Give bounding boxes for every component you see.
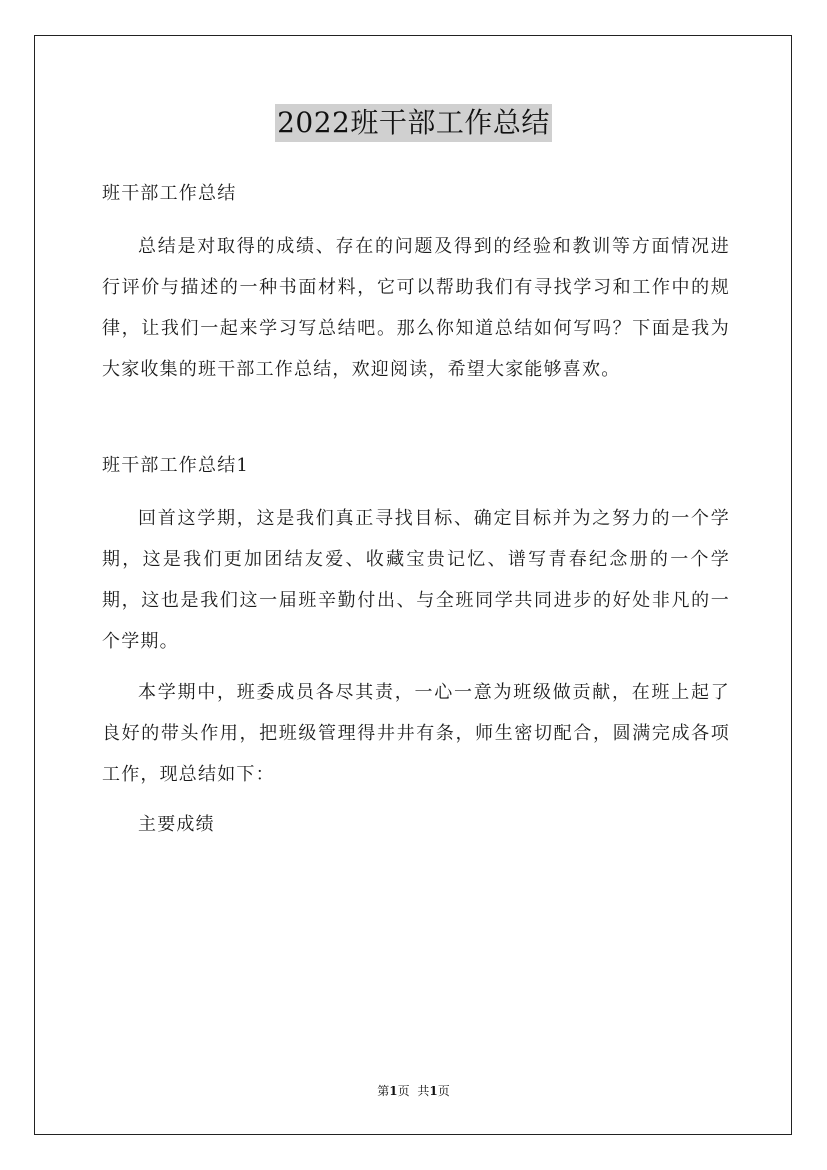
page-label-suffix: 页 [397,1084,410,1098]
document-title: 2022班干部工作总结 [275,104,552,142]
section1-paragraph-1: 回首这学期，这是我们真正寻找目标、确定目标并为之努力的一个学期，这是我们更加团结友爱、收藏宝贵记忆、谱写青春纪念册的一个学期，这也是我们这一届班辛勤付出、与全班同学共同进步的好处非凡的一个学期。 [102,508,730,652]
intro-paragraph: 总结是对取得的成绩、存在的问题及得到的经验和教训等方面情况进行评价与描述的一种书面材料，它可以帮助我们有寻找学习和工作中的规律，让我们一起来学习写总结吧。那么你知道总结如何写吗？下面是我为大家收集的班干部工作总结，欢迎阅读，希望大家能够喜欢。 [102,236,730,380]
intro-heading: 班干部工作总结 [102,183,237,204]
subheading-main-achievements: 主要成绩 [138,814,215,835]
page-footer [0,1082,827,1099]
page-label-prefix: 第 [377,1084,390,1098]
title-container [0,104,827,142]
section1-paragraph-2: 本学期中，班委成员各尽其责，一心一意为班级做贡献，在班上起了良好的带头作用，把班级管理得井井有条，师生密切配合，圆满完成各项工作，现总结如下： [102,682,730,785]
document-body [102,174,730,845]
total-label-suffix: 页 [437,1084,450,1098]
total-label-prefix: 共 [417,1084,430,1098]
section1-heading: 班干部工作总结1 [102,455,250,476]
total-pages: 1 [429,1084,438,1098]
page-number: 1 [389,1084,398,1098]
